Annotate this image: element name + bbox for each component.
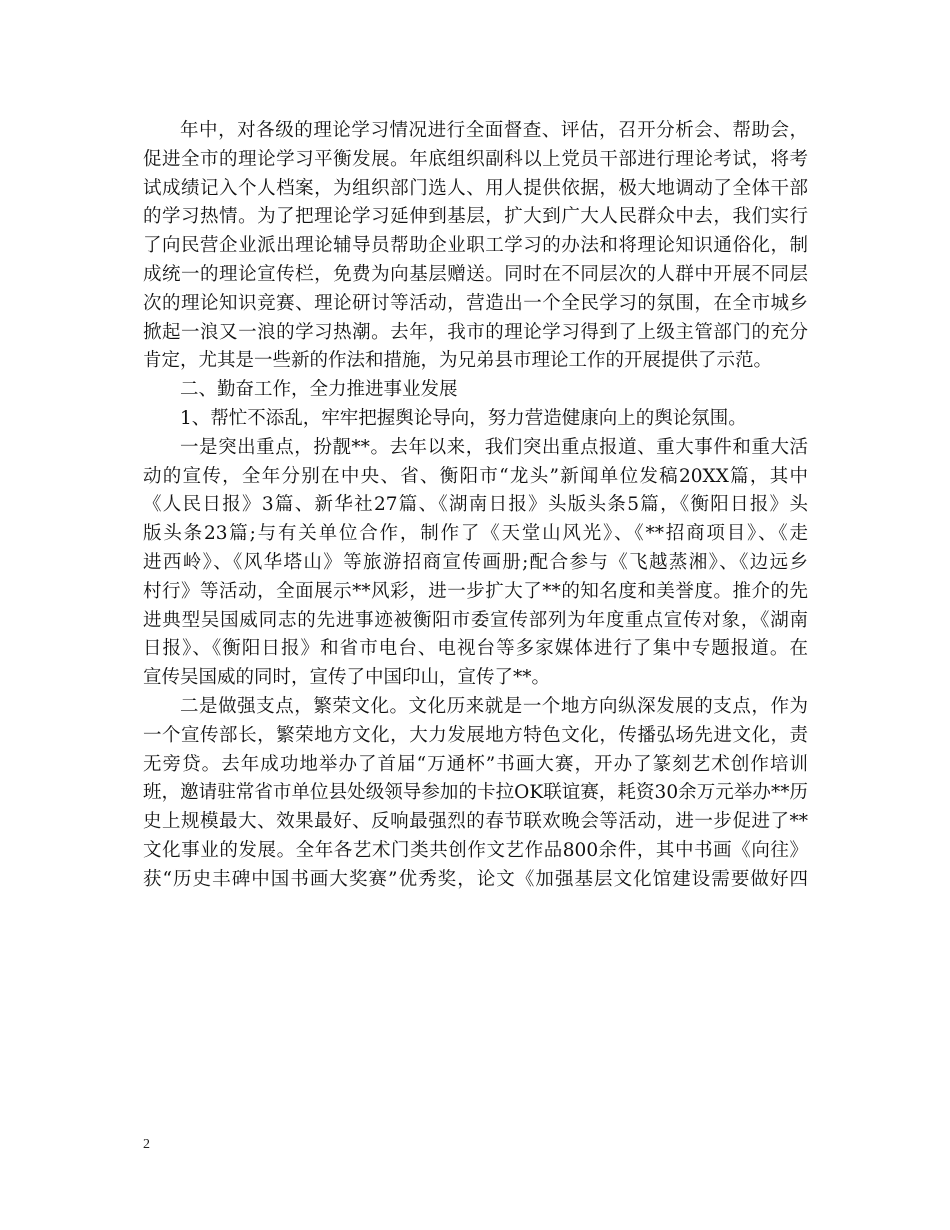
text-line: 日报》、《衡阳日报》和省市电台、电视台等多家媒体进行了集中专题报道。在 — [143, 638, 808, 660]
text-line: 二、勤奋工作，全力推进事业发展 — [180, 379, 458, 401]
text-line: 一是突出重点，扮靓**。去年以来，我们突出重点报道、重大事件和重大活 — [180, 436, 808, 458]
text-line: 宣传吴国威的同时，宣传了中国印山，宣传了**。 — [143, 667, 551, 689]
text-line: 年中，对各级的理论学习情况进行全面督查、评估，召开分析会、帮助会， — [180, 120, 808, 141]
text-line: 了向民营企业派出理论辅导员帮助企业职工学习的办法和将理论知识通俗化，制 — [143, 235, 808, 257]
text-line: 《人民日报》3篇、新华社27篇、《湖南日报》头版头条5篇，《衡阳日报》头 — [143, 494, 808, 516]
text-line: 掀起一浪又一浪的学习热潮。去年，我市的理论学习得到了上级主管部门的充分 — [143, 321, 808, 343]
text-line: 次的理论知识竞赛、理论研讨等活动，营造出一个全民学习的氛围，在全市城乡 — [143, 292, 808, 314]
text-line: 试成绩记入个人档案，为组织部门选人、用人提供依据，极大地调动了全体干部 — [143, 177, 808, 199]
body-text — [143, 117, 808, 895]
text-line: 的学习热情。为了把理论学习延伸到基层，扩大到广大人民群众中去，我们实行 — [143, 206, 808, 228]
text-line: 文化事业的发展。全年各艺术门类共创作文艺作品800余件，其中书画《向往》 — [143, 839, 808, 861]
text-line: 成统一的理论宣传栏，免费为向基层赠送。同时在不同层次的人群中开展不同层 — [143, 263, 808, 285]
text-line: 一个宣传部长，繁荣地方文化，大力发展地方特色文化，传播弘场先进文化，责 — [143, 724, 808, 746]
text-line: 进典型吴国威同志的先进事迹被衡阳市委宣传部列为年度重点宣传对象，《湖南 — [143, 609, 808, 631]
text-line: 班，邀请驻常省市单位县处级领导参加的卡拉OK联谊赛，耗资30余万元举办**历 — [143, 782, 808, 804]
text-line: 肯定，尤其是一些新的作法和措施，为兄弟县市理论工作的开展提供了示范。 — [143, 350, 773, 372]
text-line: 史上规模最大、效果最好、反响最强烈的春节联欢晚会等活动，进一步促进了** — [143, 811, 808, 833]
text-line: 版头条23篇;与有关单位合作，制作了《天堂山风光》、《**招商项目》、《走 — [143, 523, 808, 545]
text-line: 进西岭》、《风华塔山》等旅游招商宣传画册;配合参与《飞越蒸湘》、《边远乡 — [143, 551, 808, 573]
text-line: 动的宣传，全年分别在中央、省、衡阳市“龙头”新闻单位发稿20XX篇，其中 — [143, 465, 808, 487]
text-line: 1、帮忙不添乱，牢牢把握舆论导向，努力营造健康向上的舆论氛围。 — [180, 407, 747, 429]
text-line: 村行》等活动，全面展示**风彩，进一步扩大了**的知名度和美誉度。推介的先 — [143, 580, 808, 602]
page-number: 2 — [143, 1137, 150, 1152]
text-line: 二是做强支点，繁荣文化。文化历来就是一个地方向纵深发展的支点，作为 — [180, 695, 808, 717]
text-line: 获“历史丰碑中国书画大奖赛”优秀奖，论文《加强基层文化馆建设需要做好四 — [143, 868, 808, 890]
text-line: 促进全市的理论学习平衡发展。年底组织副科以上党员干部进行理论考试，将考 — [143, 148, 808, 170]
text-line: 无旁贷。去年成功地举办了首届“万通杯”书画大赛，开办了篆刻艺术创作培训 — [143, 753, 808, 775]
